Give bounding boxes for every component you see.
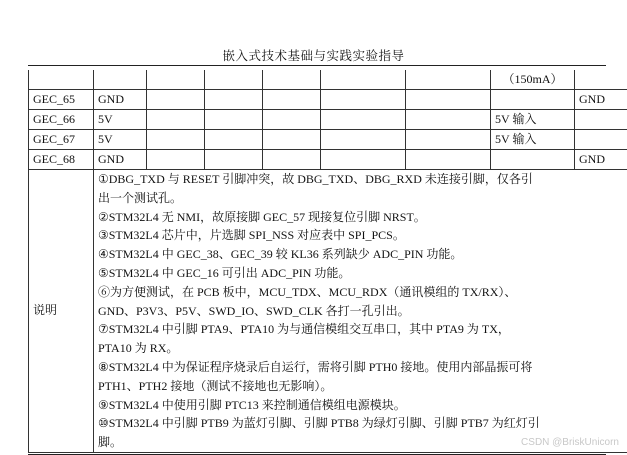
table-cell: 5V 输入 bbox=[491, 110, 575, 130]
note-line: 出一个测试孔。 bbox=[98, 189, 624, 208]
table-cell bbox=[321, 110, 406, 130]
table-cell bbox=[263, 70, 321, 90]
note-line: ②STM32L4 无 NMI，故原接脚 GEC_57 现接复位引脚 NRST。 bbox=[98, 208, 624, 227]
pin-table bbox=[28, 70, 627, 453]
note-line: ⑨STM32L4 中使用引脚 PTC13 来控制通信模组电源模块。 bbox=[98, 396, 624, 415]
table-row bbox=[29, 110, 627, 130]
note-line: ⑤STM32L4 中 GEC_16 可引出 ADC_PIN 功能。 bbox=[98, 264, 624, 283]
table-cell bbox=[263, 110, 321, 130]
note-line: ③STM32L4 芯片中，片选脚 SPI_NSS 对应表中 SPI_PCS。 bbox=[98, 226, 624, 245]
table-cell bbox=[205, 90, 263, 110]
note-line: PTH1、PTH2 接地（测试不接地也无影响）。 bbox=[98, 377, 624, 396]
table-row-partial bbox=[29, 70, 627, 90]
table-row bbox=[29, 150, 627, 170]
table-cell bbox=[321, 150, 406, 170]
table-cell bbox=[321, 70, 406, 90]
table-cell bbox=[94, 70, 147, 90]
header-rule bbox=[28, 65, 606, 66]
table-cell bbox=[575, 110, 627, 130]
table-cell bbox=[491, 150, 575, 170]
table-cell bbox=[147, 110, 205, 130]
table-cell bbox=[29, 70, 94, 90]
table-row bbox=[29, 90, 627, 110]
table-cell bbox=[406, 130, 491, 150]
table-cell: GEC_66 bbox=[29, 110, 94, 130]
table-cell bbox=[205, 110, 263, 130]
table-row bbox=[29, 130, 627, 150]
table-cell bbox=[147, 150, 205, 170]
table-cell: GND bbox=[575, 150, 627, 170]
table-cell bbox=[321, 130, 406, 150]
note-line: GND、P3V3、P5V、SWD_IO、SWD_CLK 各打一孔引出。 bbox=[98, 302, 624, 321]
table-cell bbox=[575, 70, 627, 90]
note-line: ⑥为方便测试，在 PCB 板中，MCU_TDX、MCU_RDX（通讯模组的 TX/RX）、 bbox=[98, 283, 624, 302]
table-cell: （150mA） bbox=[491, 70, 575, 90]
table-cell bbox=[406, 90, 491, 110]
note-line: PTA10 为 RX。 bbox=[98, 339, 624, 358]
table-cell bbox=[575, 130, 627, 150]
table-cell bbox=[205, 70, 263, 90]
table-cell bbox=[406, 70, 491, 90]
table-cell bbox=[491, 90, 575, 110]
note-line: ⑩STM32L4 中引脚 PTB9 为蓝灯引脚、引脚 PTB8 为绿灯引脚、引脚 PTB7 为红灯引 bbox=[98, 414, 624, 433]
table-cell bbox=[147, 130, 205, 150]
table-cell: 5V 输入 bbox=[491, 130, 575, 150]
table-cell bbox=[147, 90, 205, 110]
table-cell: 5V bbox=[94, 110, 147, 130]
notes-label: 说明 bbox=[29, 170, 94, 453]
note-line: 脚。 bbox=[98, 433, 624, 452]
note-line: ④STM32L4 中 GEC_38、GEC_39 较 KL36 系列缺少 ADC_PIN 功能。 bbox=[98, 245, 624, 264]
table-cell: GND bbox=[575, 90, 627, 110]
notes-content bbox=[94, 170, 627, 453]
note-line: ⑦STM32L4 中引脚 PTA9、PTA10 为与通信模组交互串口，其中 PTA9 为 TX， bbox=[98, 320, 624, 339]
table-cell bbox=[147, 70, 205, 90]
table-cell bbox=[406, 150, 491, 170]
table-cell bbox=[205, 150, 263, 170]
table-cell bbox=[406, 110, 491, 130]
table-cell: 5V bbox=[94, 130, 147, 150]
table-cell: GND bbox=[94, 90, 147, 110]
table-cell: GND bbox=[94, 150, 147, 170]
table-cell bbox=[263, 150, 321, 170]
table-cell bbox=[263, 130, 321, 150]
table-cell bbox=[263, 90, 321, 110]
note-line: ⑧STM32L4 中为保证程序烧录后自运行，需将引脚 PTH0 接地。使用内部晶振可将 bbox=[98, 358, 624, 377]
note-line: ①DBG_TXD 与 RESET 引脚冲突，故 DBG_TXD、DBG_RXD 未连接引脚，仅各引 bbox=[98, 170, 624, 189]
table-cell: GEC_67 bbox=[29, 130, 94, 150]
table-cell: GEC_65 bbox=[29, 90, 94, 110]
watermark: CSDN @BriskUnicorn bbox=[521, 437, 619, 448]
page-header-title: 嵌入式技术基础与实践实验指导 bbox=[0, 46, 627, 64]
table-cell: GEC_68 bbox=[29, 150, 94, 170]
table-cell bbox=[205, 130, 263, 150]
table-cell bbox=[321, 90, 406, 110]
notes-row bbox=[29, 170, 627, 453]
